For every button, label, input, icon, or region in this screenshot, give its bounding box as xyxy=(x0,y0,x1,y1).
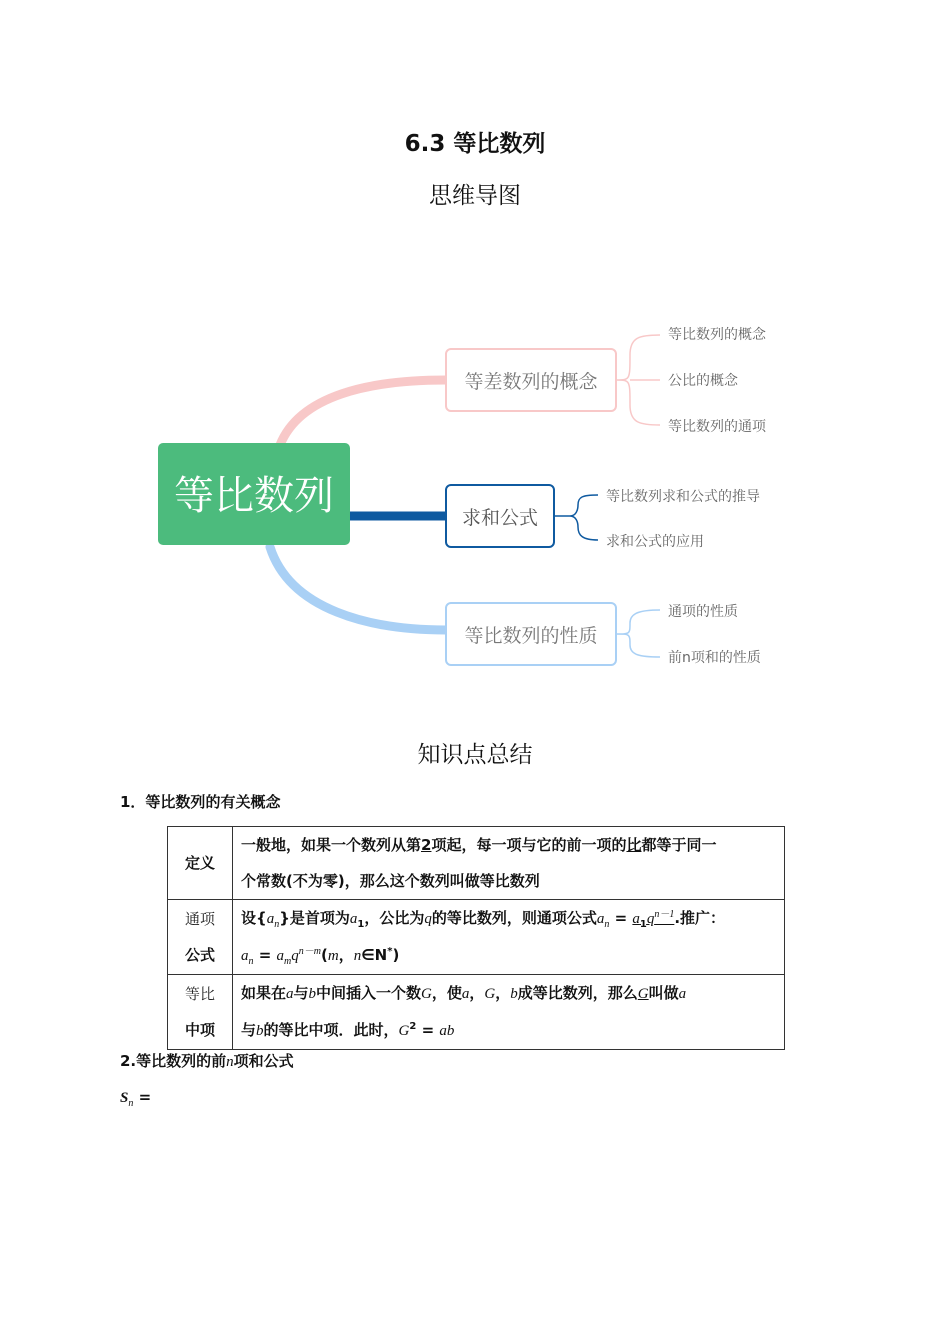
definition-line-1: 一般地，如果一个数列从第2项起，每一项与它的前一项的比都等于同一 xyxy=(241,836,717,854)
sum-formula: $S_n$ = xyxy=(120,1088,152,1109)
branch-connector-property xyxy=(270,547,446,630)
leaf-concept-2: 公比的概念 xyxy=(668,373,738,389)
section-1-heading: 1．等比数列的有关概念 xyxy=(120,793,281,811)
row-label-geometric-mean: 等比 中项 xyxy=(168,975,233,1050)
row-content-geometric-mean xyxy=(233,975,785,1050)
definition-line-2: 个常数(不为零)，那么这个数列叫做等比数列 xyxy=(241,872,540,890)
brace-concept xyxy=(616,335,660,425)
root-node-label: 等比数列 xyxy=(174,473,334,519)
general-term-line-2: $a_n = a_mq^{n-m}(m$，n∈N*) xyxy=(241,946,400,967)
leaf-concept-3: 等比数列的通项 xyxy=(668,419,766,435)
geometric-mean-line-2: 与b的等比中项．此时，$G^2$ = ab xyxy=(241,1021,455,1039)
page-title: 6.3 等比数列 xyxy=(404,131,546,157)
branch-label-property: 等比数列的性质 xyxy=(464,625,598,647)
row-content-definition xyxy=(233,827,785,900)
general-term-line-1: 设$\{a_n\}$是首项为$a_1$，公比为q的等比数列，则通项公式$a_n = a_1q^{n-1}$.推广： xyxy=(241,909,726,930)
branch-label-concept: 等差数列的概念 xyxy=(464,371,598,393)
mind-map xyxy=(150,305,800,685)
geometric-mean-line-1: 如果在a与b中间插入一个数G，使a，G，b成等比数列，那么G叫做a xyxy=(241,984,687,1002)
table-row-general-term xyxy=(168,900,785,975)
mindmap-heading: 思维导图 xyxy=(429,183,521,209)
row-content-general-term xyxy=(233,900,785,975)
concept-table xyxy=(167,826,785,1050)
table-row-definition xyxy=(168,827,785,900)
brace-sum xyxy=(554,495,598,540)
brace-property xyxy=(616,610,660,657)
leaf-property-1: 通项的性质 xyxy=(668,604,738,620)
summary-heading: 知识点总结 xyxy=(417,742,533,768)
table-row-geometric-mean xyxy=(168,975,785,1050)
leaf-concept-1: 等比数列的概念 xyxy=(668,327,766,343)
branch-connector-concept xyxy=(280,380,446,445)
leaf-sum-1: 等比数列求和公式的推导 xyxy=(606,489,760,505)
row-label-definition: 定义 xyxy=(168,827,233,900)
branch-label-sum: 求和公式 xyxy=(461,507,539,529)
row-label-general-term: 通项 公式 xyxy=(168,900,233,975)
leaf-sum-2: 求和公式的应用 xyxy=(606,534,704,550)
leaf-property-2: 前n项和的性质 xyxy=(668,650,761,666)
section-2-heading: 2.等比数列的前n项和公式 xyxy=(120,1052,294,1070)
